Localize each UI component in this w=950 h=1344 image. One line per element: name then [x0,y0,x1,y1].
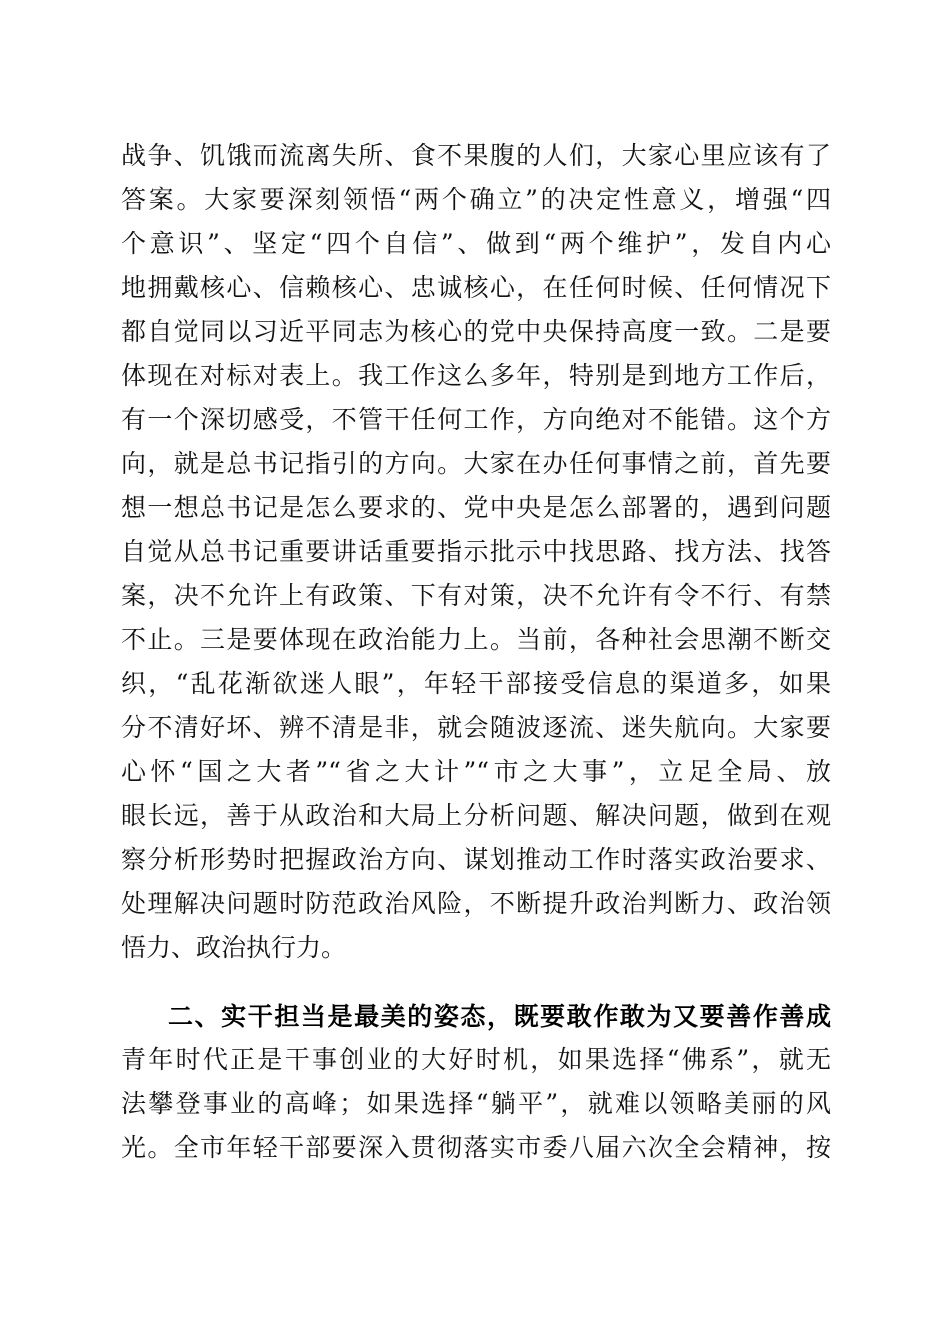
text-line: 织，“乱花渐欲迷人眼”，年轻干部接受信息的渠道多，如果 [121,669,831,698]
text-line: 有一个深切感受，不管干任何工作，方向绝对不能错。这个方 [121,405,831,434]
text-line-last: 悟力、政治执行力。 [121,933,347,962]
text-line: 心怀“国之大者”“省之大计”“市之大事”，立足全局、放 [121,757,831,786]
text-line: 眼长远，善于从政治和大局上分析问题、解决问题，做到在观 [121,801,831,830]
text-line: 察分析形势时把握政治方向、谋划推动工作时落实政治要求、 [121,845,831,874]
text-line: 青年时代正是干事创业的大好时机，如果选择“佛系”，就无 [121,1045,831,1074]
text-line: 自觉从总书记重要讲话重要指示批示中找思路、找方法、找答 [121,537,831,566]
text-line: 不止。三是要体现在政治能力上。当前，各种社会思潮不断交 [121,625,831,654]
text-line: 向，就是总书记指引的方向。大家在办任何事情之前，首先要 [121,449,831,478]
body-paragraph-2 [121,1038,831,1170]
text-line: 法攀登事业的高峰；如果选择“躺平”，就难以领略美丽的风 [121,1089,831,1118]
text-line: 光。全市年轻干部要深入贯彻落实市委八届六次全会精神，按 [121,1133,831,1162]
section-heading: 二、实干担当是最美的姿态，既要敢作敢为又要善作善成 [168,1002,831,1031]
text-line: 个意识”、坚定“四个自信”、做到“两个维护”，发自内心 [121,229,831,258]
text-line: 案，决不允许上有政策、下有对策，决不允许有令不行、有禁 [121,581,831,610]
text-line: 战争、饥饿而流离失所、食不果腹的人们，大家心里应该有了 [121,141,831,170]
text-line: 想一想总书记是怎么要求的、党中央是怎么部署的，遇到问题 [121,493,831,522]
text-line: 都自觉同以习近平同志为核心的党中央保持高度一致。二是要 [121,317,831,346]
body-paragraph-1 [121,134,831,970]
text-line: 体现在对标对表上。我工作这么多年，特别是到地方工作后， [121,361,831,390]
text-line: 分不清好坏、辨不清是非，就会随波逐流、迷失航向。大家要 [121,713,831,742]
text-line: 答案。大家要深刻领悟“两个确立”的决定性意义，增强“四 [121,185,831,214]
text-line: 处理解决问题时防范政治风险，不断提升政治判断力、政治领 [121,889,831,918]
text-line: 地拥戴核心、信赖核心、忠诚核心，在任何时候、任何情况下 [121,273,831,302]
